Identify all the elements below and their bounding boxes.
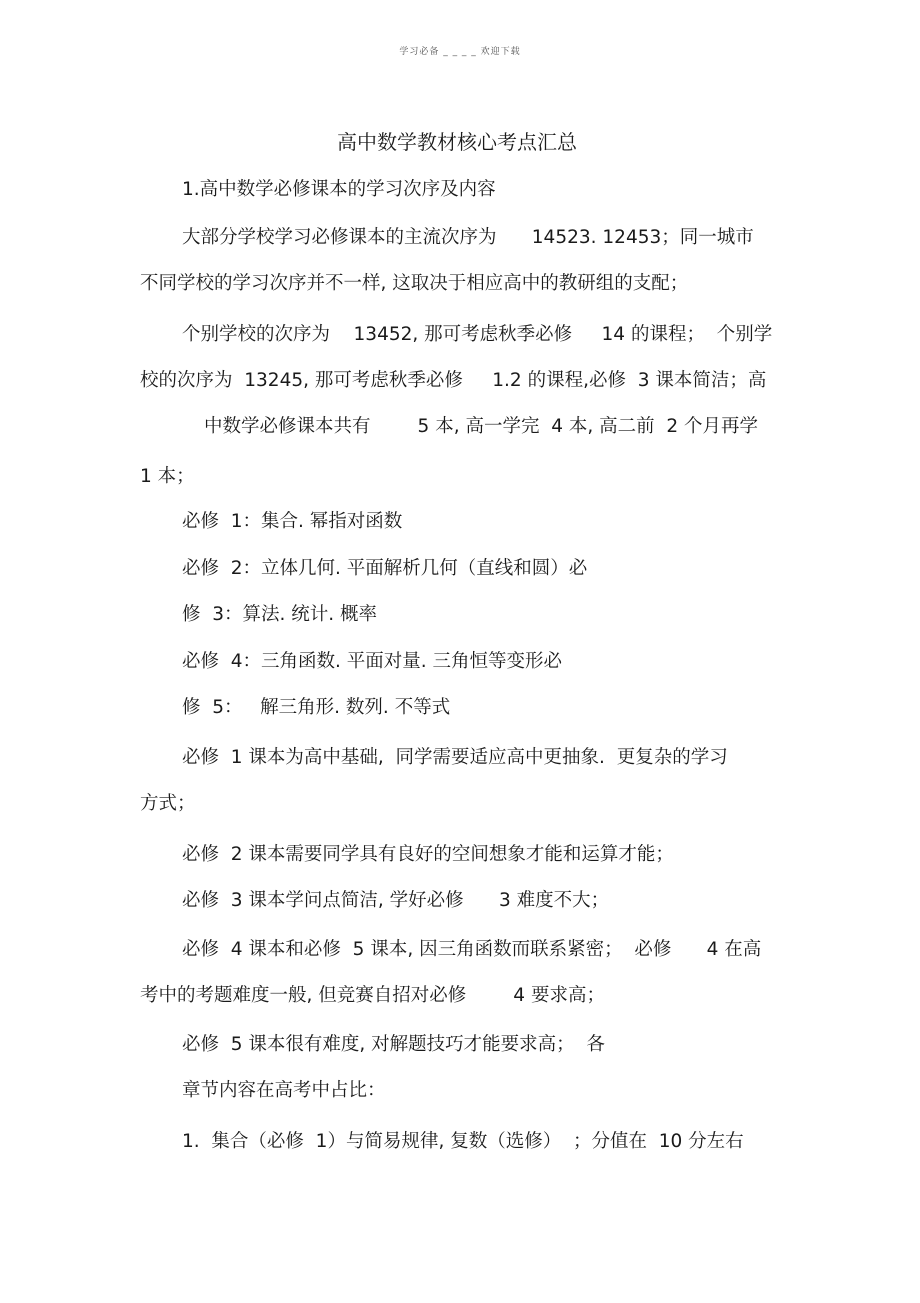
paragraph-line: 方式；	[140, 793, 196, 814]
page-header: 学习必备 _ _ _ _ 欢迎下载	[399, 47, 521, 57]
paragraph-line: 考中的考题难度一般, 但竞赛自招对必修 4 要求高；	[140, 985, 605, 1006]
paragraph-line: 必修 2 课本需要同学具有良好的空间想象才能和运算才能；	[182, 844, 674, 865]
document-title: 高中数学教材核心考点汇总	[337, 130, 577, 154]
paragraph-line: 大部分学校学习必修课本的主流次序为 14523. 12453；同一城市	[182, 227, 754, 248]
list-item: 必修 1：集合. 幂指对函数	[182, 511, 403, 532]
paragraph-line: 必修 3 课本学问点简洁, 学好必修 3 难度不大；	[182, 890, 610, 911]
list-item: 必修 2：立体几何. 平面解析几何（直线和圆）必	[182, 558, 588, 579]
paragraph-line: 校的次序为 13245, 那可考虑秋季必修 1.2 的课程,必修 3 课本简洁；高	[140, 370, 767, 391]
list-item: 必修 4：三角函数. 平面对量. 三角恒等变形必	[182, 651, 563, 672]
paragraph-line: 必修 4 课本和必修 5 课本, 因三角函数而联系紧密； 必修 4 在高	[182, 939, 762, 960]
section-heading: 1.高中数学必修课本的学习次序及内容	[182, 179, 496, 200]
paragraph-line: 个别学校的次序为 13452, 那可考虑秋季必修 14 的课程； 个别学	[182, 324, 773, 345]
list-item: 1. 集合（必修 1）与简易规律, 复数（选修） ；分值在 10 分左右	[182, 1131, 744, 1152]
paragraph-line: 必修 5 课本很有难度, 对解题技巧才能要求高； 各	[182, 1034, 605, 1055]
paragraph-line: 不同学校的学习次序并不一样, 这取决于相应高中的教研组的支配；	[140, 273, 689, 294]
paragraph-line: 1 本；	[140, 466, 195, 487]
paragraph-line: 必修 1 课本为高中基础, 同学需要适应高中更抽象. 更复杂的学习	[182, 747, 728, 768]
paragraph-line: 章节内容在高考中占比：	[182, 1080, 386, 1101]
list-item: 修 3：算法. 统计. 概率	[182, 604, 378, 625]
paragraph-line: 中数学必修课本共有 5 本, 高一学完 4 本, 高二前 2 个月再学	[204, 416, 759, 437]
list-item: 修 5： 解三角形. 数列. 不等式	[182, 697, 451, 718]
